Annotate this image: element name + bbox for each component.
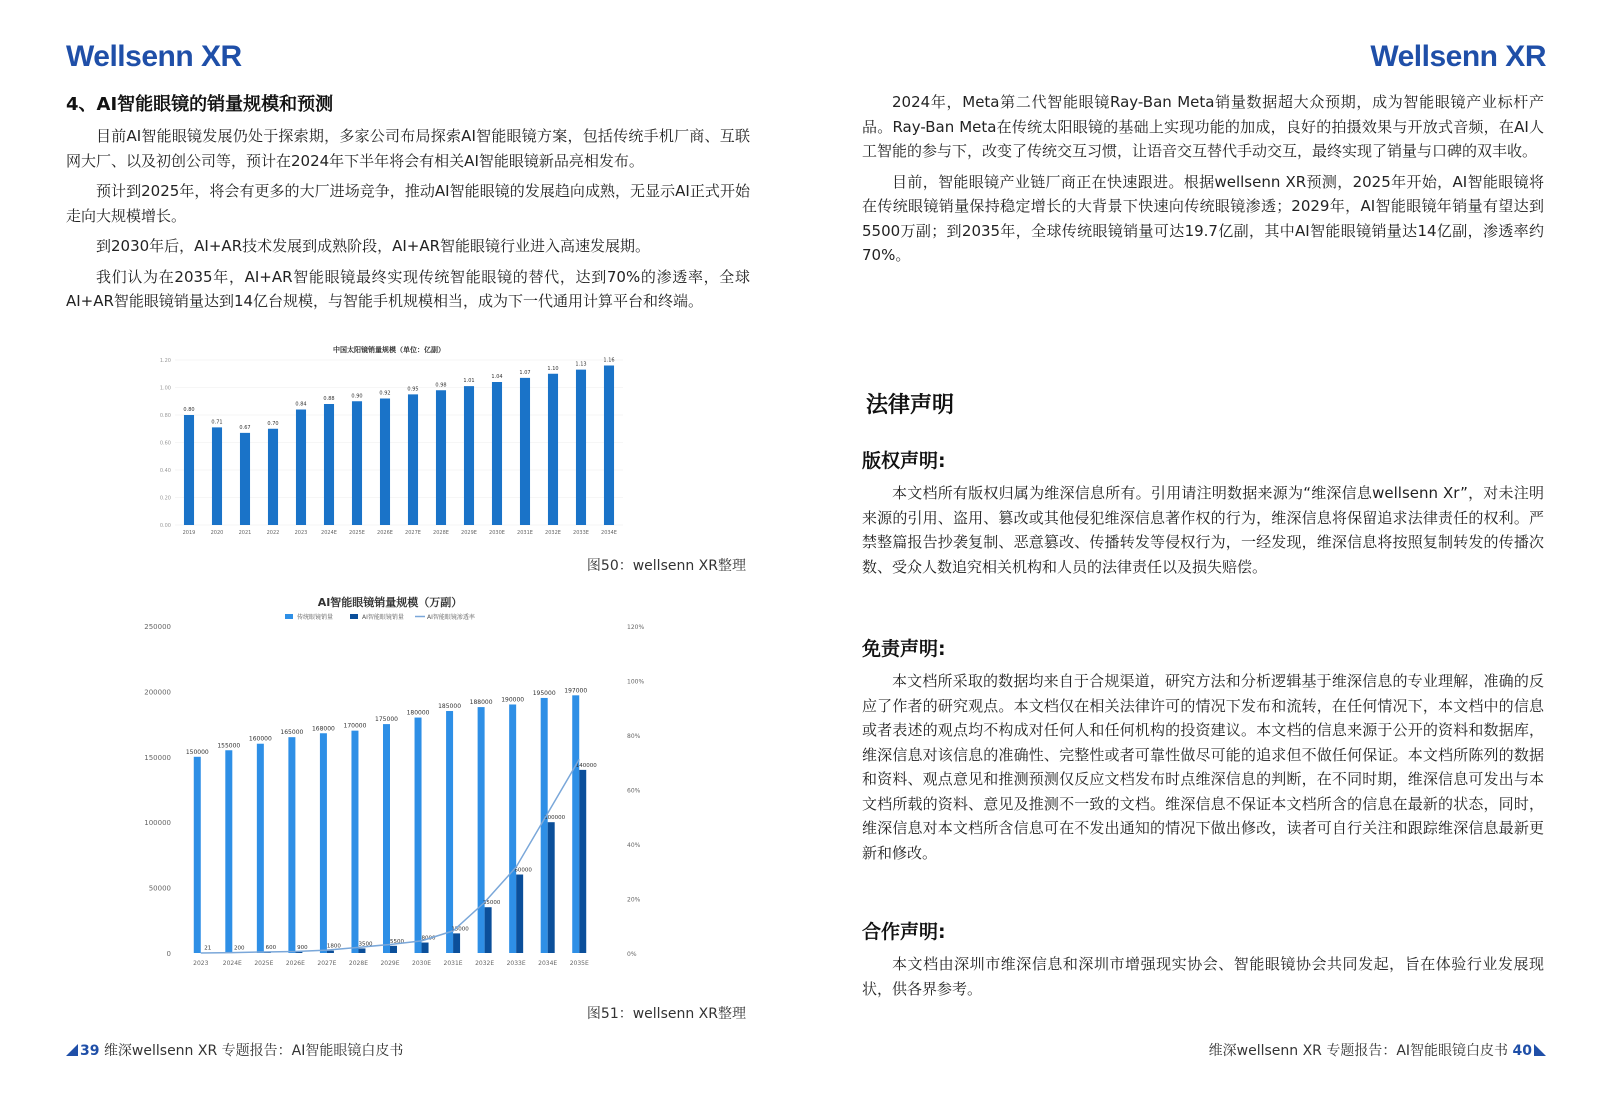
bar	[184, 415, 194, 525]
x-tick-label: 2023	[294, 530, 308, 536]
x-tick-label: 2032E	[545, 530, 561, 536]
data-label: 60000	[514, 867, 532, 874]
x-tick-label: 2035E	[569, 960, 589, 967]
bar-traditional	[288, 737, 295, 953]
bar-ai	[516, 875, 523, 953]
x-tick-label: 2026E	[285, 960, 305, 967]
y2-tick-label: 20%	[627, 896, 641, 904]
x-tick-label: 2028E	[433, 530, 449, 536]
disclaimer-block	[862, 634, 1544, 871]
triangle-icon	[1534, 1044, 1546, 1056]
legend-label: AI智能眼镜渗透率	[427, 614, 475, 621]
x-tick-label: 2031E	[443, 960, 463, 967]
bar-traditional	[415, 718, 422, 953]
data-label: 1.10	[547, 365, 559, 372]
cooperation-text: 本文档由深圳市维深信息和深圳市增强现实协会、智能眼镜协会共同发起，旨在体验行业发展现状，供各界参考。	[862, 955, 1544, 998]
brand-logo-right: Wellsenn XR	[1370, 40, 1546, 73]
bar-ai	[579, 770, 586, 953]
data-label: 155000	[217, 742, 241, 750]
cooperation-heading: 合作声明:	[862, 921, 946, 943]
data-label: 900	[297, 944, 308, 951]
data-label: 190000	[501, 696, 525, 704]
data-label: 0.84	[295, 401, 307, 408]
paragraph: 预计到2025年，将会有更多的大厂进场竞争，推动AI智能眼镜的发展趋向成熟，无显示AI正式开始走向大规模增长。	[66, 182, 750, 225]
x-tick-label: 2027E	[405, 530, 421, 536]
data-label: 0.92	[379, 390, 391, 397]
x-tick-label: 2032E	[475, 960, 495, 967]
legend-label: AI智能眼镜销量	[362, 614, 404, 621]
bar-ai	[453, 933, 460, 953]
data-label: 165000	[280, 729, 304, 737]
right-page	[862, 90, 1544, 274]
bar	[212, 427, 222, 525]
y2-tick-label: 60%	[627, 787, 641, 795]
y2-tick-label: 120%	[627, 624, 645, 631]
data-label: 1.01	[463, 378, 475, 385]
bar	[464, 386, 474, 525]
data-label: 0.80	[183, 407, 195, 413]
bar-traditional	[446, 711, 453, 953]
disclaimer-heading: 免责声明:	[862, 638, 946, 660]
x-tick-label: 2022	[266, 530, 280, 536]
bar	[380, 399, 390, 526]
data-label: 160000	[248, 735, 272, 743]
data-label: 140000	[575, 762, 597, 769]
x-tick-label: 2020	[210, 530, 224, 536]
y-tick-label: 0.00	[159, 523, 171, 529]
bar-traditional	[383, 724, 390, 953]
bar-traditional	[509, 704, 516, 953]
y-tick-label: 0.60	[159, 440, 171, 447]
data-label: 0.67	[239, 424, 251, 431]
footer-text: 维深wellsenn XR 专题报告：AI智能眼镜白皮书	[103, 1043, 404, 1059]
y-tick-label: 0.80	[159, 413, 171, 419]
bar-ai	[358, 948, 365, 953]
x-tick-label: 2034E	[601, 530, 617, 536]
x-tick-label: 2029E	[461, 530, 477, 536]
sunglasses-sales-chart	[145, 340, 633, 550]
data-label: 1.04	[491, 374, 503, 380]
disclaimer-text: 本文档所采取的数据均来自于合规渠道，研究方法和分析逻辑基于维深信息的专业理解，准确的反应了作者的研究观点。本文档仅在相关法律许可的情况下发布和流转，在任何情况下，本文档中的信息或者表述的观点均不构成对任何人和任何机构的投资建议。本文档的信息来源于公开的资料和数据库，维深信息对该信息的准确性、完整性或者可靠性做尽可能的追求但不做任何保证。本文档所陈列的数据和资料、观点意见和推测预测仅反应文档发布时点维深信息的判断，在不同时期，维深信息可发出与本文档所载的资料、意见及推测不一致的文档。维深信息不保证本文档所含的信息在最新的状态，同时，维深信息对本文档所含信息可在不发出通知的情况下做出修改，读者可自行关注和跟踪维深信息最新更新和修改。	[862, 672, 1544, 862]
legend-swatch	[285, 614, 293, 619]
data-label: 175000	[375, 716, 398, 724]
x-tick-label: 2024E	[222, 960, 242, 967]
x-tick-label: 2019	[182, 530, 196, 536]
x-tick-label: 2033E	[573, 530, 589, 536]
footer-text: 维深wellsenn XR 专题报告：AI智能眼镜白皮书	[1208, 1043, 1509, 1059]
data-label: 188000	[469, 699, 493, 707]
figure-50-caption: 图50：wellsenn XR整理	[586, 558, 746, 574]
bar-traditional	[478, 707, 485, 953]
bar-traditional	[225, 750, 232, 953]
y2-tick-label: 80%	[627, 733, 641, 740]
legal-section	[866, 388, 1546, 419]
data-label: 0.95	[407, 386, 419, 393]
legend-swatch	[350, 614, 358, 619]
bar	[324, 404, 334, 525]
data-label: 21	[204, 945, 212, 952]
x-tick-label: 2025E	[349, 530, 365, 536]
data-label: 168000	[311, 725, 335, 733]
x-tick-label: 2030E	[412, 960, 432, 967]
paragraph: 2024年，Meta第二代智能眼镜Ray-Ban Meta销量数据超大众预期，成为智能眼镜产业标杆产品。Ray-Ban Meta在传统太阳眼镜的基础上实现功能的加成，良好的拍摄效果与开放式音频，在AI人工智能的参与下，改变了传统交互习惯，让语音交互替代手动交互，最终实现了销量与口碑的双丰收。	[862, 93, 1544, 160]
data-label: 1.07	[519, 369, 531, 376]
y-tick-label: 150000	[144, 753, 171, 762]
paragraph: 目前AI智能眼镜发展仍处于探索期，多家公司布局探索AI智能眼镜方案，包括传统手机厂商、互联网大厂、以及初创公司等，预计在2024年下半年将会有相关AI智能眼镜新品亮相发布。	[66, 127, 750, 170]
data-label: 600	[265, 945, 277, 952]
y-tick-label: 0.40	[159, 468, 171, 474]
bar	[436, 390, 446, 525]
legend-label: 传统眼镜销量	[297, 614, 334, 621]
data-label: 35000	[482, 900, 501, 907]
x-tick-label: 2027E	[317, 960, 337, 967]
bar-ai	[485, 907, 492, 953]
y-tick-label: 1.00	[159, 385, 171, 392]
x-tick-label: 2023	[193, 960, 209, 967]
bar-traditional	[257, 744, 264, 953]
bar-traditional	[194, 757, 201, 953]
bar	[268, 429, 278, 525]
paragraph: 到2030年后，AI+AR技术发展到成熟阶段，AI+AR智能眼镜行业进入高速发展期。	[96, 237, 651, 255]
data-label: 0.70	[267, 420, 279, 427]
bar	[604, 366, 614, 526]
brand-logo-left: Wellsenn XR	[66, 40, 242, 73]
bar-ai	[422, 943, 429, 953]
bar	[408, 394, 418, 525]
x-tick-label: 2034E	[538, 960, 558, 967]
legal-title: 法律声明	[866, 393, 955, 418]
data-label: 1800	[326, 943, 341, 950]
data-label: 180000	[406, 709, 430, 717]
left-page	[66, 90, 750, 320]
x-tick-label: 2031E	[517, 530, 533, 536]
bar-traditional	[351, 731, 358, 953]
page-number: 40	[1512, 1043, 1532, 1059]
data-label: 197000	[564, 687, 588, 695]
x-tick-label: 2030E	[489, 530, 505, 536]
data-label: 15000	[451, 926, 469, 933]
page-number: 39	[80, 1043, 100, 1059]
ai-glasses-sales-chart	[144, 588, 645, 988]
bar	[492, 382, 502, 525]
data-label: 0.71	[211, 419, 223, 426]
footer-left	[66, 1040, 403, 1060]
y-tick-label: 0.20	[159, 495, 171, 502]
y-tick-label: 1.20	[159, 358, 171, 364]
chart-title: 中国太阳镜销量规模（单位：亿副）	[333, 346, 445, 354]
x-tick-label: 2029E	[380, 960, 400, 967]
data-label: 1.13	[575, 361, 587, 368]
y-tick-label: 250000	[144, 623, 171, 631]
y-tick-label: 100000	[144, 819, 171, 828]
data-label: 170000	[343, 722, 367, 730]
bar	[240, 433, 250, 525]
bar	[576, 370, 586, 525]
x-tick-label: 2033E	[506, 960, 526, 967]
x-tick-label: 2028E	[348, 960, 368, 967]
y2-tick-label: 0%	[627, 951, 637, 958]
data-label: 0.90	[351, 393, 363, 400]
figure-51-caption: 图51：wellsenn XR整理	[586, 1006, 746, 1022]
copyright-text: 本文档所有版权归属为维深信息所有。引用请注明数据来源为“维深信息wellsenn Xr”，对未注明来源的引用、盗用、篡改或其他侵犯维深信息著作权的行为，维深信息将保留追求法律责任的权利。严禁整篇报告抄袭复制、恶意篡改、传播转发等侵权行为，一经发现，维深信息将按照复制转发的传播次数、受众人数追究相关机构和人员的法律责任以及损失赔偿。	[862, 484, 1544, 576]
data-label: 100000	[544, 815, 566, 822]
paragraph: 我们认为在2035年，AI+AR智能眼镜最终实现传统智能眼镜的替代，达到70%的渗透率，全球AI+AR智能眼镜销量达到14亿台规模，与智能手机规模相当，成为下一代通用计算平台和终端。	[66, 267, 750, 310]
data-label: 185000	[438, 703, 462, 711]
bar	[520, 378, 530, 525]
x-tick-label: 2026E	[377, 530, 393, 536]
paragraph: 目前，智能眼镜产业链厂商正在快速跟进。根据wellsenn XR预测，2025年开始，AI智能眼镜将在传统眼镜销量保持稳定增长的大背景下快速向传统眼镜渗透；2029年，AI智能眼镜年销量有望达到5500万副；到2035年，全球传统眼镜销量可达19.7亿副，其中AI智能眼镜销量达14亿副，渗透率约70%。	[862, 172, 1544, 264]
x-tick-label: 2021	[238, 530, 252, 536]
data-label: 200	[234, 945, 245, 952]
bar	[296, 410, 306, 526]
data-label: 0.88	[323, 396, 335, 402]
copyright-block	[862, 446, 1544, 585]
data-label: 195000	[532, 689, 556, 697]
data-label: 8000	[421, 935, 436, 942]
bar-traditional	[320, 733, 327, 953]
triangle-icon	[66, 1044, 78, 1056]
data-label: 150000	[185, 748, 209, 756]
x-tick-label: 2025E	[254, 960, 274, 967]
bar-ai	[390, 946, 397, 953]
chart-title: AI智能眼镜销量规模（万副）	[317, 596, 463, 609]
y2-tick-label: 100%	[627, 678, 645, 686]
y-tick-label: 50000	[148, 884, 171, 893]
bar	[548, 374, 558, 525]
bar	[352, 401, 362, 525]
cooperation-block	[862, 917, 1544, 1007]
bar-ai	[548, 822, 555, 953]
bar-traditional	[541, 698, 548, 953]
data-label: 5500	[390, 938, 404, 945]
data-label: 1.16	[603, 357, 615, 364]
bar-traditional	[572, 695, 579, 953]
copyright-heading: 版权声明:	[862, 450, 946, 472]
y-tick-label: 0	[166, 950, 171, 958]
section-heading: 4、AI智能眼镜的销量规模和预测	[66, 94, 334, 115]
bar-ai	[327, 951, 334, 953]
y2-tick-label: 40%	[627, 842, 641, 849]
footer-right	[1209, 1040, 1546, 1060]
y-tick-label: 200000	[144, 688, 171, 697]
data-label: 0.98	[435, 382, 447, 389]
data-label: 3500	[358, 941, 373, 948]
x-tick-label: 2024E	[321, 530, 337, 536]
